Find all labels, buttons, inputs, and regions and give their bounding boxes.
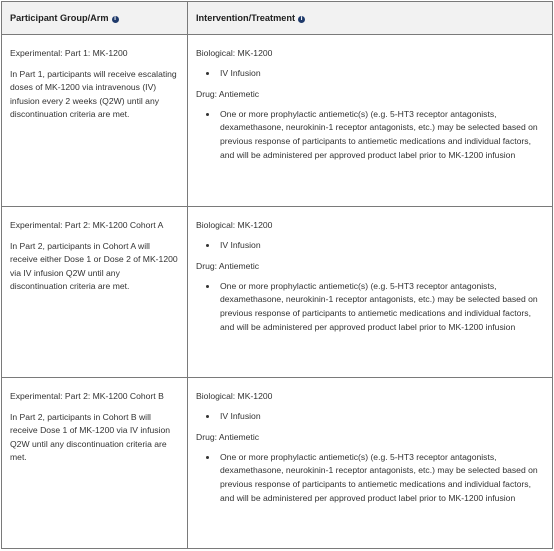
list-item: • IV Infusion xyxy=(218,410,544,424)
intervention-label: Biological: MK-1200 xyxy=(196,48,273,58)
header-intervention-label: Intervention/Treatment xyxy=(196,13,296,23)
arm-description: In Part 2, participants in Cohort A will receive either Dose 1 or Dose 2 of MK-1200 via IV infusion Q2W until any discontinuation criteria are met. xyxy=(10,240,178,292)
table-header-row xyxy=(2,2,553,35)
header-intervention xyxy=(188,2,553,35)
intervention-list xyxy=(196,451,544,505)
arm-cell xyxy=(2,207,188,378)
arm-title: Experimental: Part 1: MK-1200 xyxy=(10,48,128,58)
intervention-list xyxy=(196,108,544,162)
arm-title: Experimental: Part 2: MK-1200 Cohort B xyxy=(10,391,164,401)
table-row xyxy=(2,207,553,378)
list-item: • One or more prophylactic antiemetic(s) (e.g. 5-HT3 receptor antagonists, dexamethasone, neurokinin-1 receptor antagonists, etc.) may be selected based on previous response of participants to antiemetic medications and individual factors, and will be administered per approved product label prior to MK-1200 infusion xyxy=(218,451,544,505)
intervention-label: Drug: Antiemetic xyxy=(196,432,260,443)
intervention-list xyxy=(196,67,544,81)
table-row xyxy=(2,35,553,207)
intervention-label: Biological: MK-1200 xyxy=(196,220,273,230)
info-icon[interactable]: i xyxy=(112,16,119,23)
arm-title: Experimental: Part 2: MK-1200 Cohort A xyxy=(10,220,164,230)
list-item: • One or more prophylactic antiemetic(s) (e.g. 5-HT3 receptor antagonists, dexamethasone, neurokinin-1 receptor antagonists, etc.) may be selected based on previous response of participants to antiemetic medications and individual factors, and will be administered per approved product label prior to MK-1200 infusion xyxy=(218,108,544,162)
header-participant-group xyxy=(2,2,188,35)
intervention-list xyxy=(196,239,544,253)
arm-cell xyxy=(2,378,188,549)
intervention-label: Drug: Antiemetic xyxy=(196,89,260,100)
list-item: • IV Infusion xyxy=(218,67,544,81)
arm-cell xyxy=(2,35,188,207)
list-item: • IV Infusion xyxy=(218,239,544,253)
intervention-label: Drug: Antiemetic xyxy=(196,261,260,272)
intervention-list xyxy=(196,280,544,334)
table-row xyxy=(2,378,553,549)
arms-interventions-table xyxy=(1,1,553,549)
intervention-label: Biological: MK-1200 xyxy=(196,391,273,401)
arm-description: In Part 2, participants in Cohort B will receive Dose 1 of MK-1200 via IV infusion Q2W until any discontinuation criteria are met. xyxy=(10,411,171,463)
intervention-cell xyxy=(188,378,553,549)
intervention-list xyxy=(196,410,544,424)
intervention-cell xyxy=(188,35,553,207)
intervention-cell xyxy=(188,207,553,378)
header-participant-group-label: Participant Group/Arm xyxy=(10,13,109,23)
arm-description: In Part 1, participants will receive escalating doses of MK-1200 via intravenous (IV) infusion every 2 weeks (Q2W) until any discontinuation criteria are met. xyxy=(10,68,177,120)
info-icon[interactable]: i xyxy=(298,16,305,23)
list-item: • One or more prophylactic antiemetic(s) (e.g. 5-HT3 receptor antagonists, dexamethasone, neurokinin-1 receptor antagonists, etc.) may be selected based on previous response of participants to antiemetic medications and individual factors, and will be administered per approved product label prior to MK-1200 infusion xyxy=(218,280,544,334)
